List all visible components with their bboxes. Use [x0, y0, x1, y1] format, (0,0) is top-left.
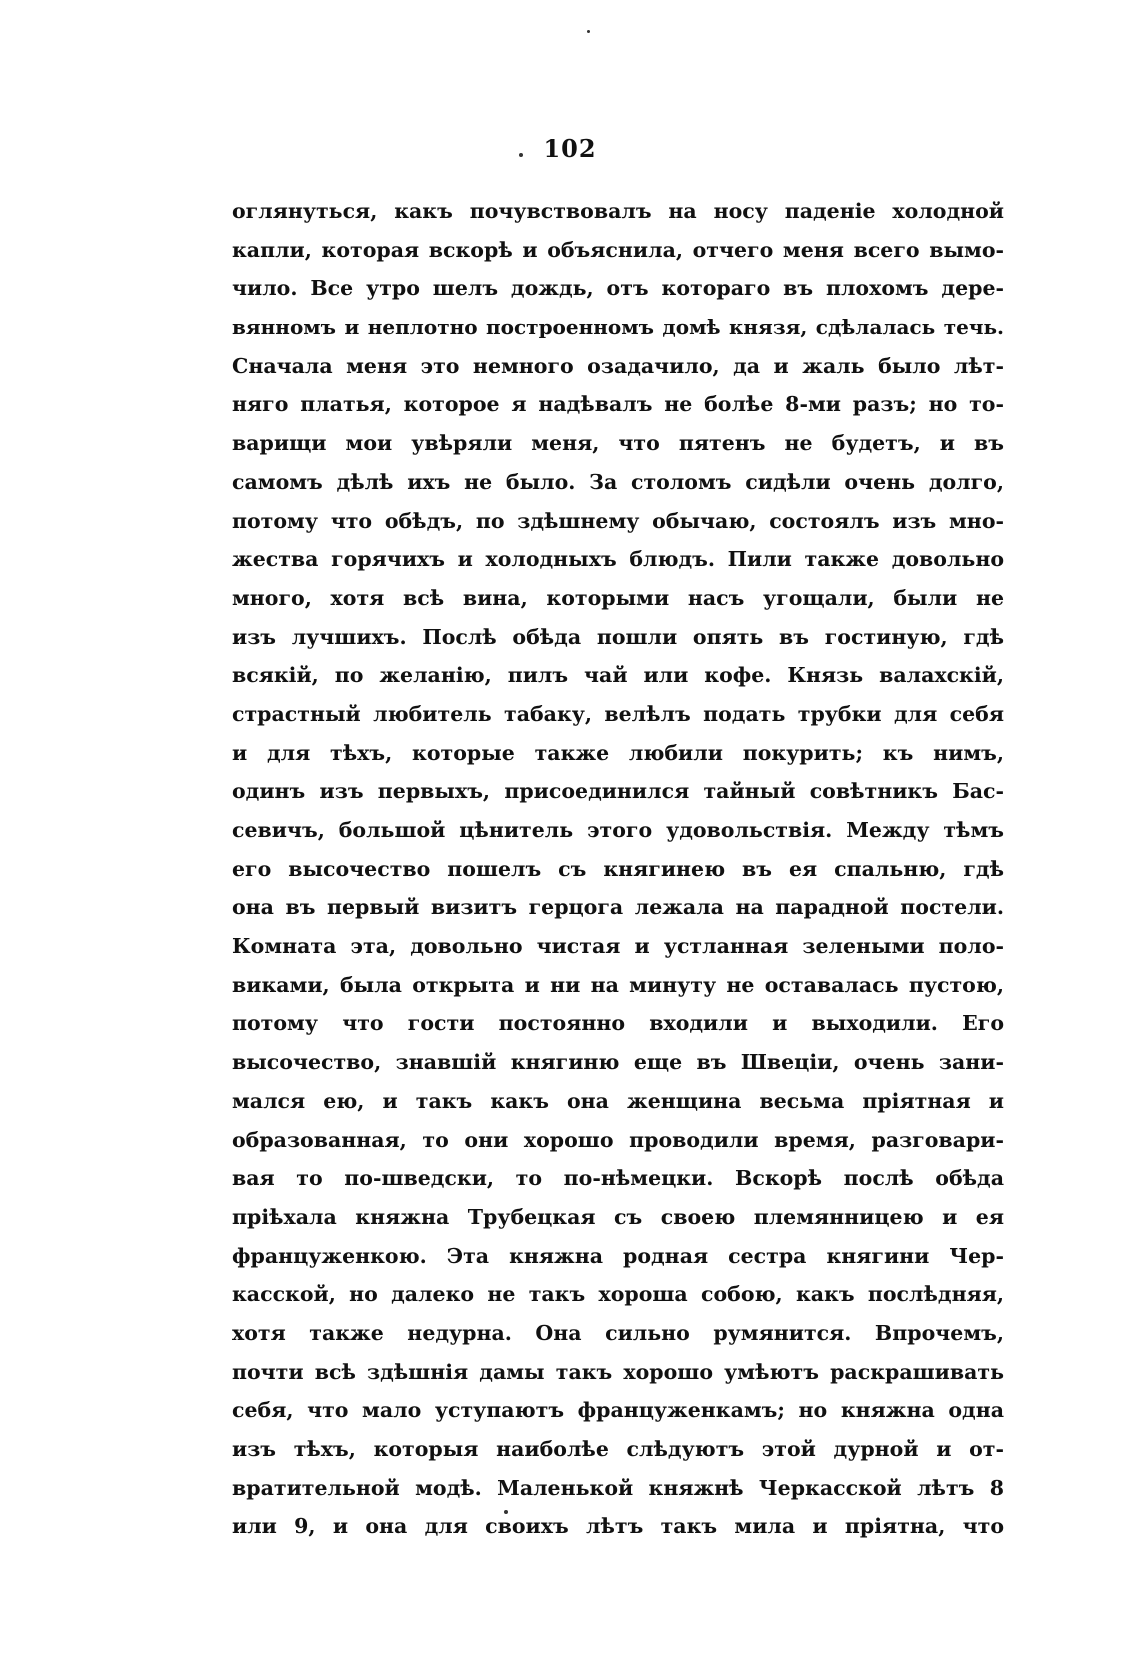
text-line: капли, которая вскорѣ и объяснила, отчего меня всего вымо- [232, 237, 1004, 262]
text-line: чило. Все утро шелъ дождь, отъ котораго въ плохомъ дере- [232, 276, 1004, 301]
text-line: самомъ дѣлѣ ихъ не было. За столомъ сидѣли очень долго, [232, 469, 1004, 494]
text-line: хотя также недурна. Она сильно румянится. Впрочемъ, [232, 1320, 1004, 1345]
print-speck [519, 153, 523, 157]
text-line: касской, но далеко не такъ хороша собою, какъ послѣдняя, [232, 1282, 1004, 1307]
page-number: 102 [543, 134, 597, 163]
print-speck [587, 30, 590, 33]
text-line: вратительной модѣ. Маленькой княжнѣ Черкасской лѣтъ 8 [232, 1475, 1004, 1500]
text-line: почти всѣ здѣшнія дамы такъ хорошо умѣютъ раскрашивать [232, 1359, 1004, 1384]
text-line: страстный любитель табаку, велѣлъ подать трубки для себя [232, 701, 1004, 726]
text-line: вая то по-шведски, то по-нѣмецки. Вскорѣ послѣ обѣда [232, 1166, 1004, 1191]
text-line: оглянуться, какъ почувствовалъ на носу паденіе холодной [232, 199, 1004, 223]
text-line: себя, что мало уступаютъ француженкамъ; но княжна одна [232, 1398, 1004, 1423]
text-line: изъ лучшихъ. Послѣ обѣда пошли опять въ гостиную, гдѣ [232, 624, 1004, 649]
print-speck [504, 1510, 508, 1514]
text-line: варищи мои увѣряли меня, что пятенъ не будетъ, и въ [232, 431, 1004, 456]
text-line: севичъ, большой цѣнитель этого удовольствія. Между тѣмъ [232, 818, 1004, 842]
text-line: образованная, то они хорошо проводили время, разговари- [232, 1127, 1004, 1152]
text-line: няго платья, которое я надѣвалъ не болѣе 8-ми разъ; но то- [232, 392, 1004, 417]
text-line: много, хотя всѣ вина, которыми насъ угощали, были не [232, 585, 1004, 610]
text-line: жества горячихъ и холодныхъ блюдъ. Пили также довольно [232, 547, 1004, 572]
text-line: она въ первый визитъ герцога лежала на парадной постели. [232, 895, 1004, 920]
text-line: мался ею, и такъ какъ она женщина весьма пріятная и [232, 1088, 1004, 1113]
text-line: вянномъ и неплотно построенномъ домѣ князя, сдѣлалась течь. [232, 315, 1004, 340]
text-line: и для тѣхъ, которые также любили покурить; къ нимъ, [232, 740, 1004, 765]
text-line: высочество, знавшій княгиню еще въ Швеціи, очень зани- [232, 1050, 1004, 1075]
text-line: виками, была открыта и ни на минуту не оставалась пустою, [232, 972, 1004, 997]
text-line: всякій, по желанію, пилъ чай или кофе. Князь валахскій, [232, 663, 1004, 688]
body-text [232, 192, 1004, 1546]
text-line: потому что гости постоянно входили и выходили. Его [232, 1011, 1004, 1036]
text-line: Сначала меня это немного озадачило, да и жаль было лѣт- [232, 353, 1004, 378]
text-line: пріѣхала княжна Трубецкая съ своею племянницею и ея [232, 1204, 1004, 1229]
text-line: его высочество пошелъ съ княгинею въ ея спальню, гдѣ [232, 856, 1004, 881]
text-line: потому что обѣдъ, по здѣшнему обычаю, состоялъ изъ мно- [232, 508, 1004, 533]
text-line: одинъ изъ первыхъ, присоединился тайный совѣтникъ Бас- [232, 779, 1004, 804]
text-line: или 9, и она для своихъ лѣтъ такъ мила и пріятна, что [232, 1514, 1004, 1539]
text-line: изъ тѣхъ, которыя наиболѣе слѣдуютъ этой дурной и от- [232, 1437, 1004, 1461]
text-line: француженкою. Эта княжна родная сестра княгини Чер- [232, 1243, 1004, 1268]
text-line: Комната эта, довольно чистая и устланная зелеными поло- [232, 934, 1004, 959]
